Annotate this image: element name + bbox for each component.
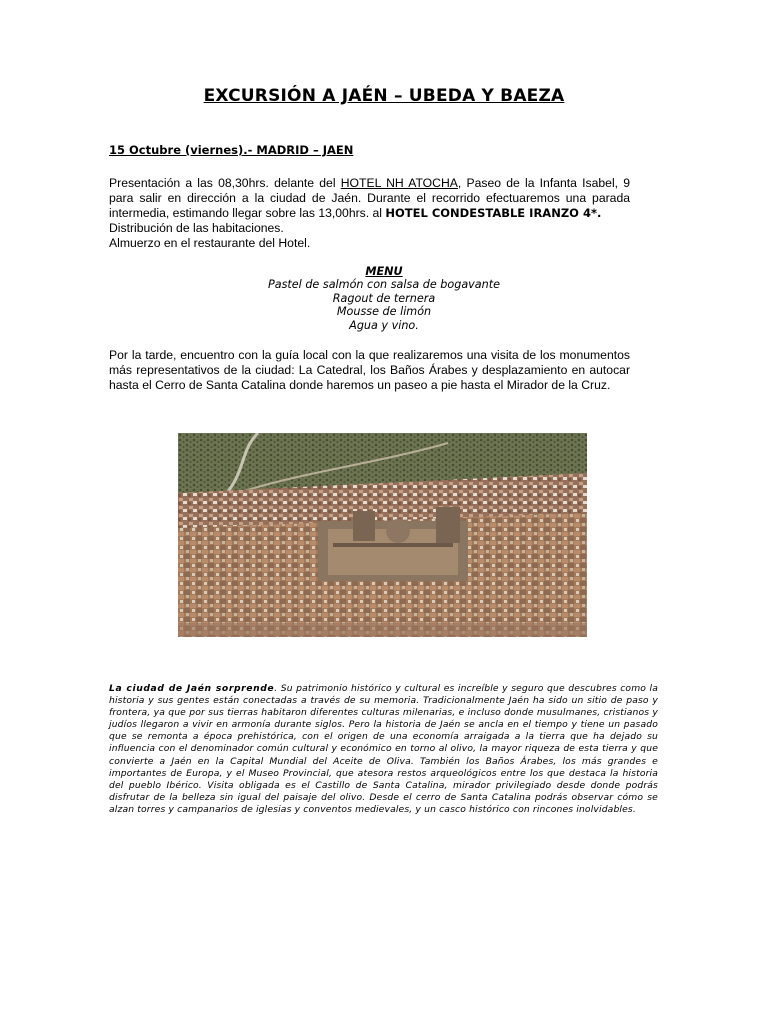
description-lead: La ciudad de Jaén sorprende	[109, 683, 275, 694]
menu-block	[0, 265, 768, 332]
lunch-line: Almuerzo en el restaurante del Hotel.	[109, 236, 311, 250]
city-description	[109, 683, 658, 816]
afternoon-line: hasta el Cerro de Santa Catalina donde haremos un paseo a pie hasta el Mirador de la Cruz.	[109, 378, 611, 392]
afternoon-line: Por la tarde, encuentro con la guía local con la que realizaremos una visita de los monumentos	[109, 348, 630, 362]
menu-title: MENU	[365, 265, 403, 278]
itinerary-text-2: , Paseo de la Infanta Isabel, 9 para salir en dirección a la ciudad de Jaén. Durante el recorrido efectuaremos una parada intermedia, estimando llegar sobre las 13,00hrs. al	[109, 176, 631, 220]
menu-item: Agua y vino.	[349, 318, 419, 332]
day-heading: 15 Octubre (viernes).- MADRID – JAEN	[109, 143, 354, 157]
itinerary-paragraph	[109, 176, 630, 251]
rooms-line: Distribución de las habitaciones.	[109, 221, 284, 235]
page-title: EXCURSIÓN A JAÉN – UBEDA Y BAEZA	[203, 86, 565, 106]
menu-item: Ragout de ternera	[332, 291, 436, 305]
itinerary-text-1: Presentación a las 08,30hrs. delante del	[109, 176, 341, 190]
afternoon-paragraph	[109, 348, 630, 393]
afternoon-line: más representativos de la ciudad: La Catedral, los Baños Árabes y desplazamiento en autocar	[109, 363, 630, 377]
hotel-condestable-name: HOTEL CONDESTABLE IRANZO 4*.	[385, 206, 602, 220]
photo-illustration	[178, 433, 587, 637]
description-body: . Su patrimonio histórico y cultural es increíble y seguro que descubres como la historia y sus gentes están conectadas a través de su memoria. Tradicionalmente Jaén ha sido un sitio de paso y frontera, ya que por sus tierras habitaron diferentes culturas milenarias, e incluso donde musulmanes, cristianos y judíos llegaron a vivir en armonía durante siglos. Pero la historia de Jaén se ancla en el tiempo y tiene un pasado que se remonta a época prehistórica, con el origen de una economía arraigada a la tierra que ha dejado su influencia con el denominador común cultural y económico en torno al olivo, la mayor riqueza de esta tierra y que convierte a Jaén en la Capital Mundial del Aceite de Oliva. También los Baños Árabes, los más grandes e importantes de Europa, y el Museo Provincial, que atesora restos arqueológicos entre los que destaca la historia del pueblo Ibérico. Visita obligada es el Castillo de Santa Catalina, mirador privilegiado desde donde podrás disfrutar de la belleza sin igual del paisaje del olivo. Desde el cerro de Santa Catalina podrás observar cómo se alzan torres y campanarios de iglesias y conventos medievales, y un casco histórico con rincones inolvidables.	[109, 683, 658, 815]
menu-item: Pastel de salmón con salsa de bogavante	[267, 278, 501, 292]
hotel-nh-atocha-link: HOTEL NH ATOCHA	[340, 176, 458, 190]
menu-item: Mousse de limón	[336, 305, 432, 319]
city-aerial-photo	[178, 433, 587, 637]
